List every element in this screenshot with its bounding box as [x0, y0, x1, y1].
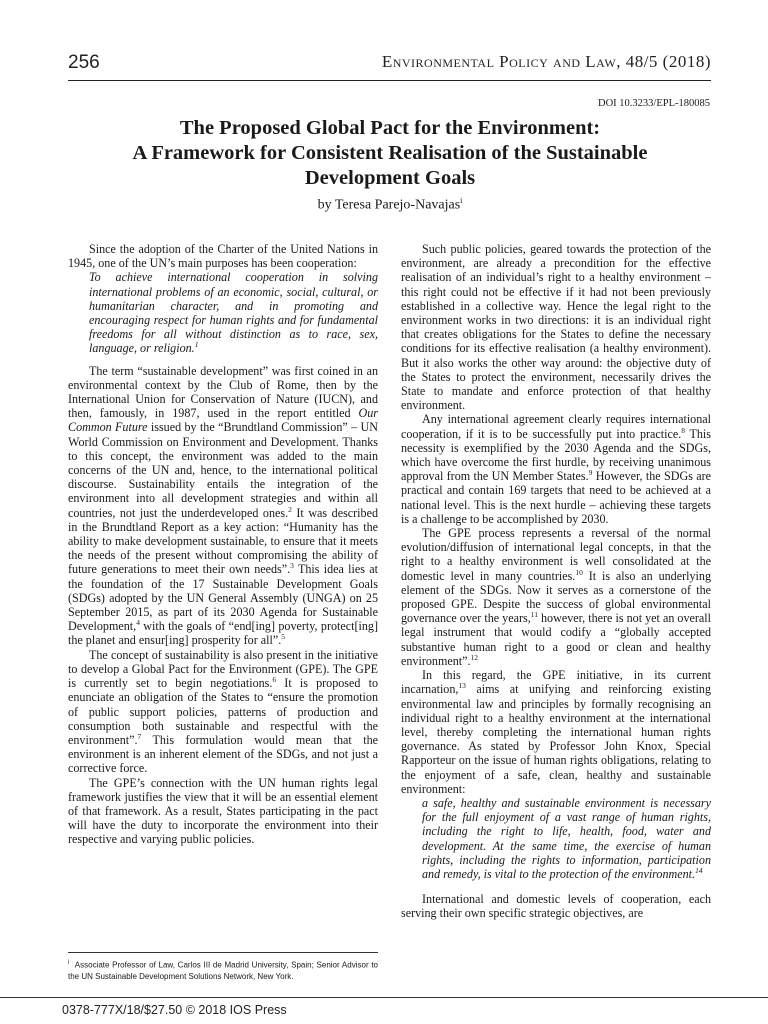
paragraph: International and domestic levels of cooperation, each serving their own specific strategic objectives, are	[401, 892, 711, 921]
author-byline	[60, 196, 720, 214]
footnote-ref: 3	[290, 561, 294, 571]
block-quote: To achieve international cooperation in solving international problems of an economic, social, cultural, or humanitarian character, and in promoting and encouraging respect for human rights and for fundamental freedoms for all without distinction as to race, sex, language, or religion.$^1$	[89, 270, 378, 356]
paragraph: The concept of sustainability is also present in the initiative to develop a Global Pact for the Environment (GPE). The GPE is currently set to begin negotiations.$^6$ It is proposed to enunciate an obligation of the States to “ensure the promotion of public support policies, patterns of production and consumption both sustainable and respectful with the environment”.$^7$ This formulation would mean that the environment is an inherent element of the SDGs, and not just a corrective force.	[68, 647, 378, 776]
footnote-ref: 1	[194, 340, 199, 350]
paragraph: Any international agreement clearly requires international cooperation, if it is to be successfully put into practice.$^8$ This necessity is exemplified by the 2030 Agenda and the SDGs, which have overcome the first hurdle, by receiving unanimous approval from the UN Member States.$^9$ However, the SDGs are practical and contain 169 targets that need to be achieved at a national level. This is the next hurdle – achieving these targets is a challenge to be accomplished by 2030.	[401, 412, 712, 526]
report-title: Our Common Future	[68, 406, 378, 435]
footnote-ref: 5	[281, 632, 285, 642]
footnote-mark: i	[68, 960, 70, 966]
paragraph: The GPE’s connection with the UN human rights legal framework justifies the view that it will be an essential element of that framework. As a result, States participating in the pact will have the duty to incorporate the environment into their respective and varying public policies.	[68, 775, 378, 847]
footnote-ref: 7	[137, 731, 142, 741]
footnote-text: Associate Professor of Law, Carlos III de Madrid University, Spain; Senior Advisor to the UN Sustainable Development Solutions Network, New York.	[68, 960, 378, 981]
paragraph: The GPE process represents a reversal of the normal evolution/diffusion of international legal concepts, in that the right to a healthy environment is well consolidated at the domestic level in many countries.$^{10}$ It is also an underlying element of the SDGs. Now it serves as a cornerstone of the proposed GPE. Despite the success of global environmental governance over the years,$^{11}$ however, there is not yet an overall legal instrument that would codify a “globally accepted substantive human right to a good or clean and healthy environment”.$^{12}$	[401, 526, 712, 668]
footnote-divider	[68, 952, 378, 953]
footer-divider	[0, 997, 768, 998]
footnote-ref: 2	[288, 504, 292, 514]
title-line-2: A Framework for Consistent Realisation of the Sustainable	[132, 142, 648, 164]
publisher-footer: 0378-777X/18/$27.50 © 2018 IOS Press	[62, 1003, 287, 1017]
article-title	[60, 116, 720, 191]
title-line-3: Development Goals	[304, 167, 476, 189]
footnote-ref: 13	[458, 681, 466, 691]
block-quote: a safe, healthy and sustainable environment is necessary for the full enjoyment of a vast range of human rights, including the right to life, health, food, water and development. At the same time, the exercise of human rights, including the rights to information, participation and remedy, is vital to the protection of the environment.$^{14}$	[422, 795, 711, 881]
footnote-ref: 6	[272, 675, 277, 685]
footnote-ref: 4	[136, 618, 140, 628]
footnote-ref: 8	[681, 425, 685, 435]
paragraph: The term “sustainable development” was first coined in an environmental context by the Club of Rome, then by the International Union for Conservation of Nature (IUCN), and then, famously, in 1987, used in the report entitled Our Common Future issued by the “Brundtland Commission” – UN World Commission on Environment and Development. Thanks to this concept, the environment was added to the main concerns of the UN and, hence, to the international political discourse. Sustainability entails the integration of the environment into all development strategies and within all countries, not just the underdeveloped ones.$^2$ It was described in the Brundtland Report as a key action: “Humanity has the ability to make development sustainable, to ensure that it meets the needs of the present without compromising the ability of future generations to meet their own needs”.$^3$ This idea lies at the foundation of the 17 Sustainable Development Goals (SDGs) adopted by the UN General Assembly (UNGA) on 25 September 2015, as part of its 2030 Agenda for Sustainable Development,$^4$ with the goals of “end[ing] poverty, protect[ing] the planet and ensur[ing] prosperity for all”.$^5$	[68, 363, 378, 648]
paragraph: In this regard, the GPE initiative, in its current incarnation,$^{13}$ aims at unifying and reinforcing existing environmental law and principles by formally recognising an individual right to a healthy environment at the international level, thereby completing the international human rights governance. As stated by Professor John Knox, Special Rapporteur on the issue of human rights obligations, relating to the enjoyment of a safe, clean, healthy and sustainable environment:	[401, 668, 711, 796]
author-name: by Teresa Parejo-Navajas	[317, 197, 461, 213]
doi: DOI 10.3233/EPL-180085	[598, 98, 710, 109]
author-footnote-mark: i	[460, 196, 463, 205]
page-number: 256	[68, 52, 100, 73]
footnote-ref: 10	[575, 567, 583, 577]
journal-citation: Environmental Policy and Law, 48/5 (2018)	[381, 52, 711, 71]
paragraph: Since the adoption of the Charter of the United Nations in 1945, one of the UN’s main purposes has been cooperation:	[68, 242, 378, 271]
footnote-ref: 12	[470, 652, 479, 662]
author-footnote	[68, 958, 378, 982]
footnote-ref: 11	[530, 610, 538, 620]
title-line-1: The Proposed Global Pact for the Environment:	[179, 117, 601, 139]
running-header	[68, 50, 711, 81]
paragraph: Such public policies, geared towards the protection of the environment, are already a precondition for the effective realisation of an individual’s right to a healthy environment – this right could not be effective if it had not been previously established in a collective way. Hence the legal right to the environment works in two directions: it is an individual right that creates obligations for the States to define the necessary conditions for its effective realisation (a healthy environment). But it also works the other way around: the objective duty of the States to protect the environment, necessarily drives the State to mandate and enforce protection of that healthy environment.	[401, 242, 711, 413]
footnote-ref: 14	[695, 865, 703, 875]
footnote-ref: 9	[588, 468, 593, 478]
left-column	[68, 242, 378, 847]
right-column	[401, 242, 711, 921]
